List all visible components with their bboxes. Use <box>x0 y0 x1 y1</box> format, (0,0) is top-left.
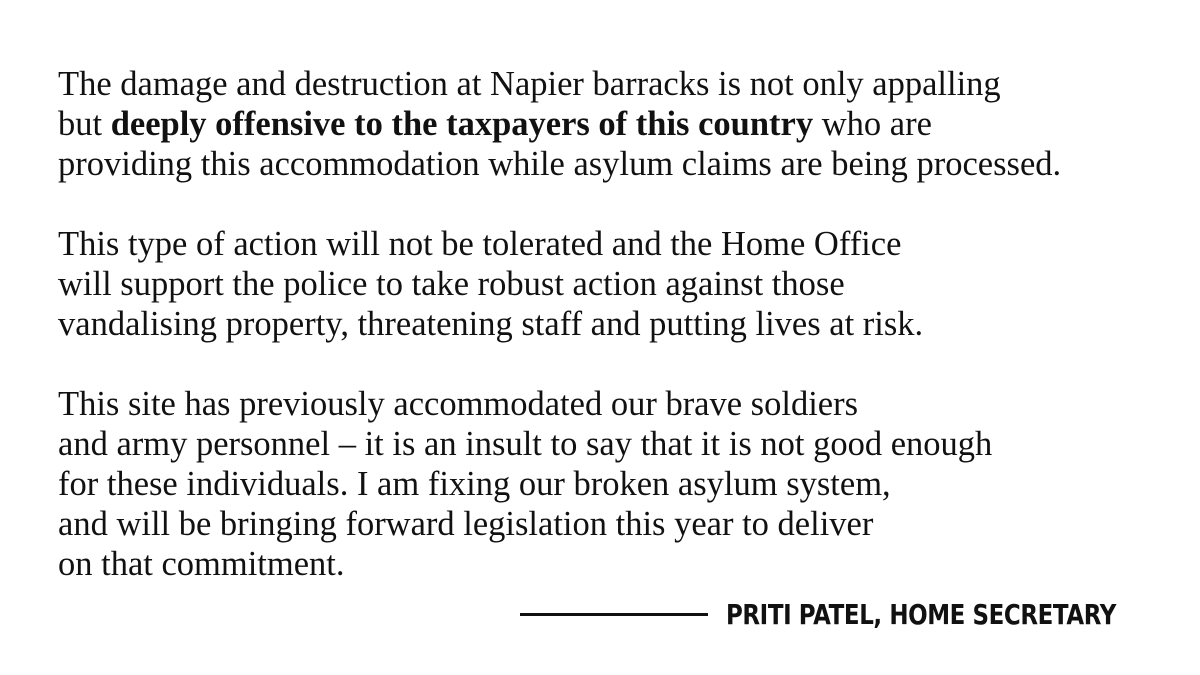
quote-line: This site has previously accommodated our brave soldiers <box>58 385 859 423</box>
quote-line: will support the police to take robust action against those <box>58 265 845 303</box>
quote-paragraph <box>58 64 1178 184</box>
attribution <box>520 594 1150 634</box>
quote-line: providing this accommodation while asylum claims are being processed. <box>58 145 1062 183</box>
quote-emphasis: deeply offensive to the taxpayers of this country <box>110 105 814 143</box>
attribution-rule <box>520 613 708 616</box>
quote-line: vandalising property, threatening staff and putting lives at risk. <box>58 305 924 343</box>
quote-paragraph <box>58 384 1178 584</box>
attribution-byline: PRITI PATEL, HOME SECRETARY <box>726 597 1116 631</box>
quote-text: who are <box>813 105 932 143</box>
quote-block <box>58 64 1178 584</box>
quote-line: for these individuals. I am fixing our broken asylum system, <box>58 465 891 503</box>
quote-text: but <box>58 105 111 143</box>
quote-paragraph <box>58 224 1178 344</box>
quote-line: and will be bringing forward legislation this year to deliver <box>58 505 874 543</box>
quote-line: The damage and destruction at Napier barracks is not only appalling <box>58 65 1001 103</box>
quote-line: on that commitment. <box>58 545 345 583</box>
quote-line: This type of action will not be tolerated and the Home Office <box>58 225 902 263</box>
quote-line <box>58 104 1178 144</box>
quote-line: and army personnel – it is an insult to say that it is not good enough <box>58 425 993 463</box>
